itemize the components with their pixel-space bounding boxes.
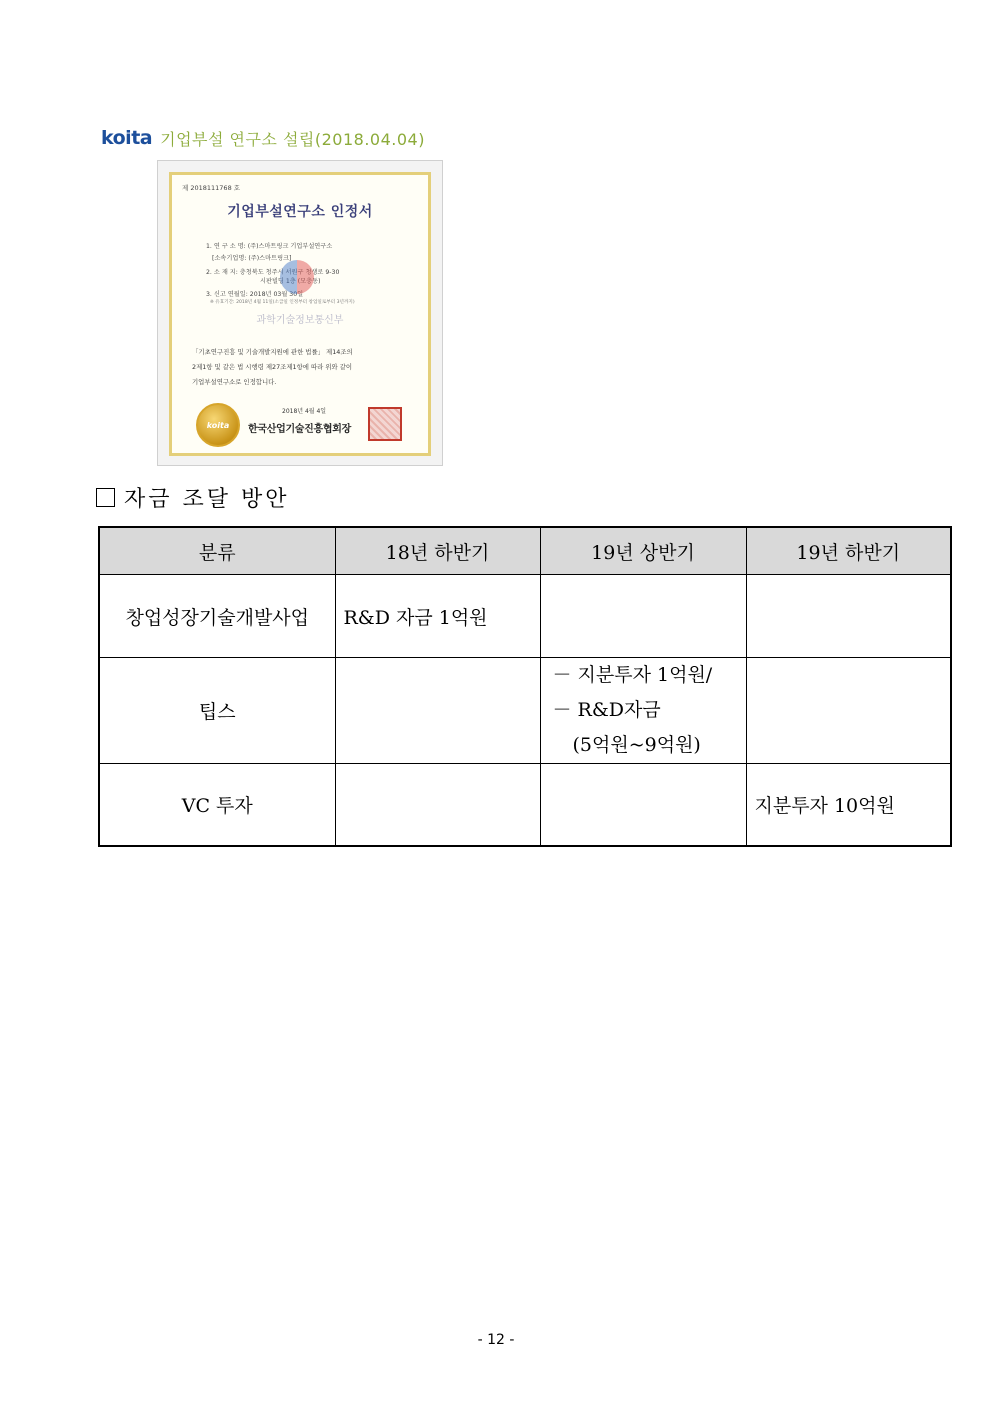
certificate-ministry: 과학기술정보통신부 [256, 315, 344, 326]
table-cell: 창업성장기술개발사업 [99, 575, 335, 658]
certificate-document [169, 172, 431, 456]
certificate-note: ※ 유효기간: 2018년 4월 11일(소급일 인정부터 창업일로부터 3년까지) [210, 300, 355, 305]
table-cell [540, 658, 746, 764]
section-heading [96, 480, 290, 514]
certificate-date: 2018년 4월 4일 [282, 408, 327, 415]
table-header-row [99, 527, 951, 575]
certificate-body-line: 2제1항 및 같은 법 시행령 제27조제1항에 따라 위와 같이 [192, 363, 353, 371]
table-cell [746, 658, 951, 764]
table-row [99, 658, 951, 764]
red-stamp-icon [368, 407, 402, 441]
certificate-field: 1. 연 구 소 명: (주)스마트링크 기업부설연구소 [206, 243, 333, 250]
cell-line: － R&D자금 [552, 699, 661, 721]
certificate-number: 제 2018111768 호 [182, 184, 241, 192]
checkbox-square-icon [96, 488, 115, 507]
table-header: 18년 하반기 [335, 527, 540, 575]
table-cell [540, 575, 746, 658]
certificate-body-line: 기업부설연구소로 인정합니다. [192, 378, 277, 386]
cell-line: － 지분투자 1억원/ [552, 664, 713, 686]
certificate-body-line: 「기초연구진흥 및 기술개발지원에 관한 법률」 제14조의 [192, 348, 353, 356]
section-title: 자금 조달 방안 [124, 486, 290, 512]
ministry-seal-icon [280, 260, 314, 294]
page-number: - 12 - [477, 1332, 515, 1348]
funding-table [98, 526, 952, 847]
table-cell [335, 658, 540, 764]
table-cell [335, 764, 540, 846]
certificate-image [157, 160, 443, 466]
table-header: 19년 하반기 [746, 527, 951, 575]
table-cell: VC 투자 [99, 764, 335, 846]
table-header: 19년 상반기 [540, 527, 746, 575]
table-header: 분류 [99, 527, 335, 575]
table-cell: R&D 자금 1억원 [335, 575, 540, 658]
table-cell [746, 575, 951, 658]
certificate-field: 3. 신고 연월일: 2018년 03월 30일 [206, 291, 304, 298]
certificate-caption [101, 123, 425, 153]
table-row [99, 575, 951, 658]
cell-line: (5억원~9억원) [572, 734, 701, 756]
certificate-field: 시판빌딩 1층 (모충동) [260, 278, 321, 285]
certificate-issuer: 한국산업기술진흥협회장 [248, 424, 351, 435]
table-row [99, 764, 951, 846]
caption-text: 기업부설 연구소 설립(2018.04.04) [160, 129, 425, 149]
certificate-body [192, 345, 353, 390]
table-cell: 팁스 [99, 658, 335, 764]
table-cell: 지분투자 10억원 [746, 764, 951, 846]
koita-logo: koita [101, 127, 153, 149]
certificate-title: 기업부설연구소 인정서 [227, 204, 373, 220]
certificate-field: [소속기업명: (주)스마트링크] [212, 255, 292, 262]
koita-gold-seal-icon: koita [196, 403, 240, 447]
table-cell [540, 764, 746, 846]
certificate-field: 2. 소 재 지: 충청북도 청주시 서원구 청생로 9-30 [206, 269, 340, 276]
